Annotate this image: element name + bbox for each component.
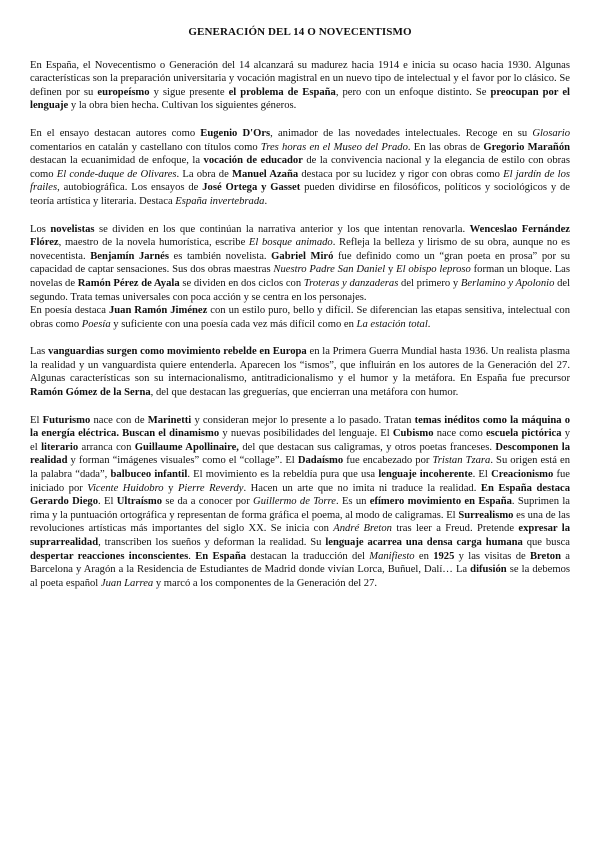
bold-term: literario xyxy=(41,441,79,453)
text-run: Las xyxy=(30,346,49,358)
bold-term: vocación de educador xyxy=(203,155,303,167)
text-run: destacan la ecuanimidad de enfoque, la xyxy=(30,155,204,167)
bold-term: Ramón Gómez de la Serna xyxy=(30,387,151,399)
text-run: , animador de las novedades intelectuales. Recoge en su xyxy=(270,127,533,139)
italic-title: Berlamino y Apolonio xyxy=(460,277,555,289)
italic-title: Vicente Huidobro xyxy=(87,482,164,494)
bold-term: temas inéditos como la máquina o la energía eléctrica. Buscan el dinamismo xyxy=(30,414,571,440)
text-run: . xyxy=(188,550,196,562)
paragraph-3 xyxy=(30,223,570,332)
italic-title: España invertebrada xyxy=(175,195,265,207)
bold-term: lenguaje incoherente xyxy=(378,469,473,481)
text-run: del primero y xyxy=(398,277,461,289)
bold-term: novelistas xyxy=(50,223,95,235)
bold-term: Ramón Pérez de Ayala xyxy=(77,277,180,289)
bold-term: despertar reacciones inconscientes xyxy=(30,550,189,562)
text-run: es una de las revoluciones artísticas más importantes del siglo XX. Se inicia con xyxy=(30,509,571,535)
document-title: GENERACIÓN DEL 14 O NOVECENTISMO xyxy=(188,26,412,38)
bold-term: difusión xyxy=(470,564,507,576)
text-run: . xyxy=(264,195,268,207)
text-run: en la Primera Guerra Mundial hasta 1936. Un realista plasma la realidad y un vanguardista quiere entenderla. Aparecen los “ismos”, que influirán en los autores de la Generación del 27. Algunas características son su internacionalismo, antitradicionalismo y el humor y la metáfora. En España fue precursor xyxy=(30,346,570,385)
bold-term: Surrealismo xyxy=(458,509,514,521)
bold-term: Manuel Azaña xyxy=(231,168,299,180)
text-run: . Refleja la belleza y lirismo de su obra, aunque no es novecentista. xyxy=(30,237,570,262)
italic-title: Guillermo de Torre xyxy=(253,496,336,508)
bold-term: Juan Ramón Jiménez xyxy=(108,305,208,317)
bold-term: Breton xyxy=(529,550,561,562)
text-run: y marcó a los componentes de la Generación del 27. xyxy=(153,577,378,589)
text-run: y nuevas posibilidades del lenguaje. El xyxy=(219,428,393,440)
italic-title: Juan Larrea xyxy=(100,577,154,589)
text-run: , autobiográfica. Los ensayos de xyxy=(57,182,203,194)
text-run: , maestro de la novela humorística, escribe xyxy=(58,237,249,249)
bold-term: preocupan por el lenguaje xyxy=(30,86,570,112)
text-run: comentarios en catalán y castellano con títulos como xyxy=(30,141,261,153)
text-run: arranca con xyxy=(78,441,135,453)
text-run: a Barcelona y Aragón a la Residencia de Estudiantes de Madrid donde vivían Lorca, Buñuel, Dalí… La xyxy=(30,550,570,576)
text-run: nace como xyxy=(433,428,486,440)
text-run: , pero con un enfoque distinto. Se xyxy=(335,86,491,98)
italic-title: Tres horas en el Museo del Prado xyxy=(260,141,408,153)
bold-term: Gregorio Marañón xyxy=(483,141,571,153)
text-run: . El xyxy=(98,496,117,508)
text-run: El xyxy=(30,414,43,426)
paragraph-1 xyxy=(30,59,570,113)
text-run: y xyxy=(163,482,178,494)
text-run: En el ensayo destacan autores como xyxy=(30,127,201,139)
text-run: tras leer a Freud. Pretende xyxy=(391,523,519,535)
text-run: . Suprimen la rima y la puntuación ortográfica y representan de forma gráfica el poema, al modo de caligramas. El xyxy=(30,496,570,521)
text-run: y las visitas de xyxy=(454,550,530,562)
bold-term: En España xyxy=(195,550,247,562)
paragraph-2 xyxy=(30,127,570,209)
italic-title: La estación total xyxy=(356,318,428,330)
italic-title: Glosario xyxy=(532,127,570,139)
text-run: y el xyxy=(30,428,571,453)
text-run: , del que destacan las greguerías, que encierran una metáfora con humor. xyxy=(150,387,459,399)
bold-term: Creacionismo xyxy=(491,469,554,481)
document-body xyxy=(30,59,570,591)
text-run: , transcriben los sueños y deforman la realidad. Su xyxy=(98,537,326,548)
bold-term: En España destaca Gerardo Diego xyxy=(30,482,570,508)
text-run: se dividen en dos ciclos con xyxy=(179,277,304,289)
bold-term: el problema de España xyxy=(228,86,336,98)
text-run: que busca xyxy=(522,537,570,548)
bold-term: Eugenio D'Ors xyxy=(200,127,271,139)
text-run: . xyxy=(427,318,431,330)
text-run: del segundo. Trata temas universales con poca acción y se centra en los personajes. xyxy=(30,277,571,303)
italic-title: Nuestro Padre San Daniel xyxy=(273,264,386,276)
text-run: . Su origen está en la palabra “dada”, xyxy=(30,455,570,481)
text-run: y xyxy=(385,264,397,276)
bold-term: Dadaísmo xyxy=(297,455,344,467)
bold-term: vanguardias surgen como movimiento rebelde en Europa xyxy=(48,346,307,358)
bold-term: lenguaje acarrea una densa carga humana xyxy=(325,537,523,548)
text-run: con un estilo puro, bello y difícil. Se diferencian las etapas sensitiva, intelectual con obras como xyxy=(30,305,570,330)
text-run: destacan la traducción del xyxy=(246,550,370,562)
text-run: se la debemos al poeta español xyxy=(30,564,570,589)
bold-term: Wenceslao Fernández Flórez xyxy=(30,223,570,249)
italic-title: El obispo leproso xyxy=(396,264,471,276)
italic-title: André Breton xyxy=(333,523,392,535)
italic-title: El bosque animado xyxy=(248,237,333,249)
text-run: En España, el Novecentismo o Generación del 14 alcanzará su madurez hacia 1914 e inicia su ocaso hacia 1930. Algunas características son la preparación universitaria y vocación magistral en un nuevo tipo de intelectual y el favor por lo clásico. Se definen por su xyxy=(30,59,570,98)
text-run: nace con de xyxy=(90,414,148,426)
italic-title: Poesía xyxy=(81,318,111,330)
text-run: forman un bloque. Las novelas de xyxy=(30,264,571,289)
bold-term: Ultraísmo xyxy=(116,496,163,508)
text-run: pueden dividirse en filosóficos, políticos y sociológicos y de teoría artística y literaria. Destaca xyxy=(30,182,570,207)
bold-term: Guillaume Apollinaire, xyxy=(134,441,239,453)
bold-term: Gabriel Miró xyxy=(271,250,334,262)
bold-term: expresar la suprarrealidad xyxy=(30,523,570,548)
italic-title: Tristan Tzara xyxy=(432,455,491,467)
text-run: del que destacan sus caligramas, y otros poetas franceses. xyxy=(238,441,496,453)
bold-term: balbuceo infantil xyxy=(110,469,188,481)
text-run: es también novelista. xyxy=(168,250,272,262)
text-run: de la convivencia nacional y la elegancia de estilo con obras como xyxy=(30,155,570,180)
bold-term: europeísmo xyxy=(97,86,150,98)
text-run: fue encabezado por xyxy=(343,455,433,467)
paragraph-5 xyxy=(30,414,570,591)
text-run: . En las obras de xyxy=(407,141,484,153)
text-run: . La obra de xyxy=(176,168,232,180)
bold-term: efímero movimiento en España xyxy=(369,496,512,508)
text-run: fue definido como un “gran poeta en prosa” por su capacidad de captar sensaciones. Sus dos obras maestras xyxy=(30,250,570,276)
text-run: . El movimiento es la rebeldía pura que usa xyxy=(187,469,379,481)
bold-term: Benjamín Jarnés xyxy=(90,250,169,262)
bold-term: escuela pictórica xyxy=(485,428,562,440)
text-run: fue iniciado por xyxy=(30,469,570,494)
text-run: Los xyxy=(30,223,51,235)
bold-term: Descomponen la realidad xyxy=(30,441,571,467)
italic-title: Manifiesto xyxy=(369,550,415,562)
text-run: . Hacen un arte que no imita ni traduce la realidad. xyxy=(243,482,481,494)
italic-title: Troteras y danzaderas xyxy=(303,277,399,289)
bold-term: José Ortega y Gasset xyxy=(202,182,301,194)
bold-term: 1925 xyxy=(433,550,455,562)
text-run: y forman “imágenes visuales” como el “collage”. El xyxy=(67,455,298,467)
italic-title: Pierre Reverdy xyxy=(177,482,244,494)
bold-term: Cubismo xyxy=(392,428,434,440)
text-run: En poesía destaca xyxy=(30,305,109,317)
text-run: y sigue presente xyxy=(149,86,229,98)
text-run: se dividen en los que continúan la narrativa anterior y los que intentan renovarla. xyxy=(94,223,470,235)
text-run: y consideran mejor lo presente a lo pasado. Tratan xyxy=(191,414,415,426)
italic-title: El conde-duque de Olivares xyxy=(56,168,177,180)
paragraph-4 xyxy=(30,345,570,399)
bold-term: Marinetti xyxy=(147,414,192,426)
text-run: en xyxy=(414,550,434,562)
text-run: y suficiente con una poesía cada vez más difícil como en xyxy=(110,318,357,330)
bold-term: Futurismo xyxy=(42,414,91,426)
text-run: . El xyxy=(472,469,492,481)
italic-title: El jardín de los frailes xyxy=(30,168,570,194)
text-run: destaca por su lucidez y rigor con obras como xyxy=(298,168,504,180)
text-run: . Es un xyxy=(335,496,370,508)
text-run: y la obra bien hecha. Cultivan los siguientes géneros. xyxy=(68,100,297,112)
text-run: se da a conocer por xyxy=(162,496,254,508)
